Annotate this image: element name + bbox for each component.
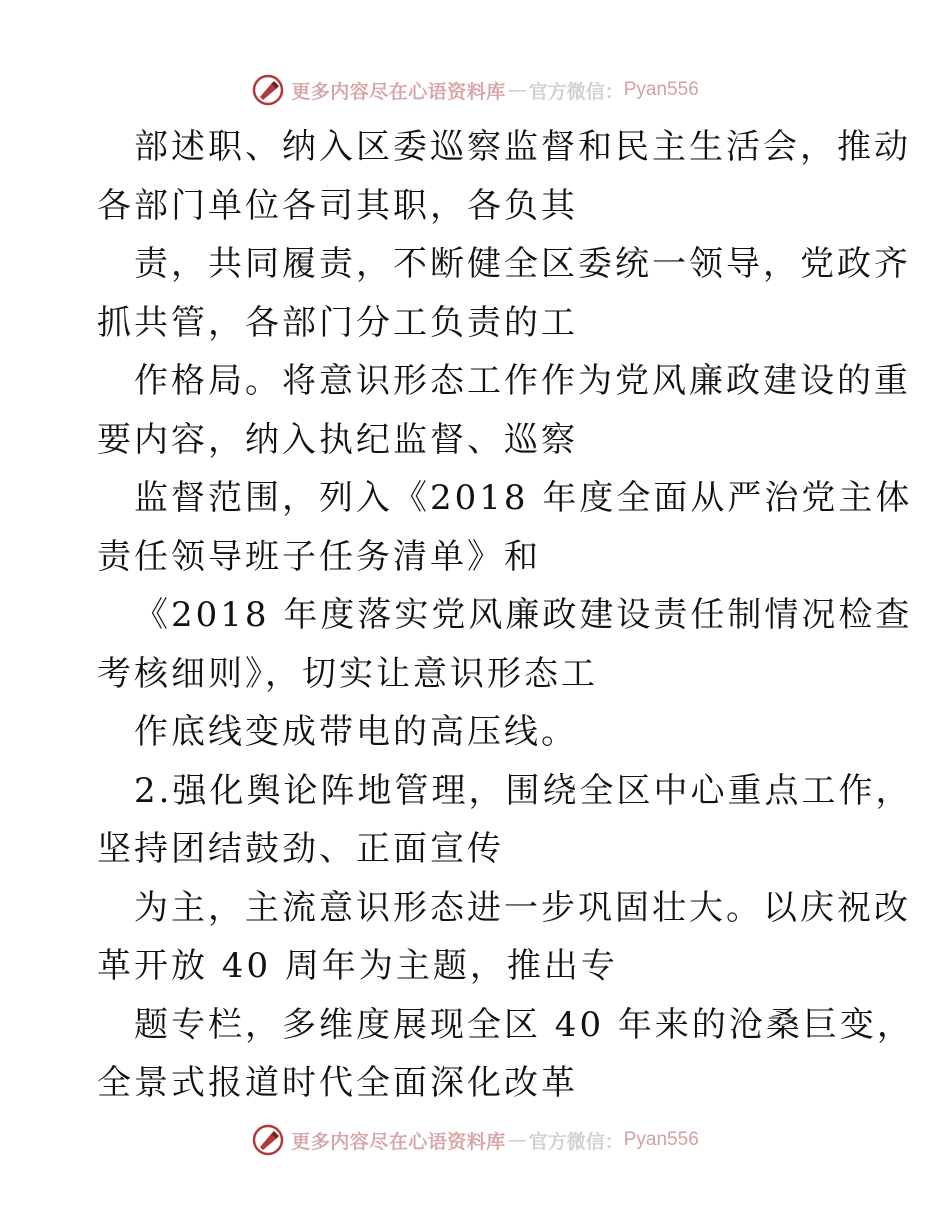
banner-contact-label: 官方微信：	[528, 80, 624, 103]
banner-text: 更多内容尽在心语资料库	[291, 80, 506, 103]
body-line: 作格局。将意识形态工作作为党风廉政建设的重	[134, 361, 911, 401]
body-line: 革开放 40 周年为主题，推出专	[97, 946, 618, 986]
document-body	[97, 118, 914, 1113]
body-line: 题专栏，多维度展现全区 40 年来的沧桑巨变，	[134, 1004, 914, 1045]
body-line: 坚持团结鼓劲、正面宣传	[97, 829, 504, 869]
banner-contact-label: 官方微信：	[528, 1130, 624, 1153]
footer-banner	[0, 1120, 950, 1160]
header-banner	[0, 70, 950, 110]
body-line: 作底线变成带电的高压线。	[134, 712, 578, 752]
body-line: 为主，主流意识形态进一步巩固壮大。以庆祝改	[134, 887, 911, 928]
body-line: 部述职、纳入区委巡察监督和民主生活会，推动	[134, 127, 911, 167]
pen-nib-logo-icon	[251, 73, 285, 107]
body-line: 责任领导班子任务清单》和	[97, 536, 541, 577]
body-line: 各部门单位各司其职，各负其	[97, 185, 578, 226]
banner-text: 更多内容尽在心语资料库	[291, 1130, 506, 1153]
banner-separator: —	[507, 79, 527, 101]
body-line: 监督范围，列入《2018 年度全面从严治党主体	[134, 478, 913, 518]
body-line: 2.强化舆论阵地管理，围绕全区中心重点工作，	[134, 770, 913, 811]
banner-separator: —	[507, 1129, 527, 1151]
body-line: 考核细则》，切实让意识形态工	[97, 653, 598, 694]
pen-nib-logo-icon	[251, 1123, 285, 1157]
body-line: 抓共管，各部门分工负责的工	[97, 302, 578, 343]
body-line: 《2018 年度落实党风廉政建设责任制情况检查	[134, 595, 913, 635]
body-line: 要内容，纳入执纪监督、巡察	[97, 419, 578, 460]
banner-contact-id: Pyan556	[623, 1129, 699, 1150]
body-line: 责，共同履责，不断健全区委统一领导，党政齐	[134, 244, 911, 284]
banner-contact-id: Pyan556	[623, 79, 699, 100]
body-line: 全景式报道时代全面深化改革	[97, 1063, 578, 1103]
